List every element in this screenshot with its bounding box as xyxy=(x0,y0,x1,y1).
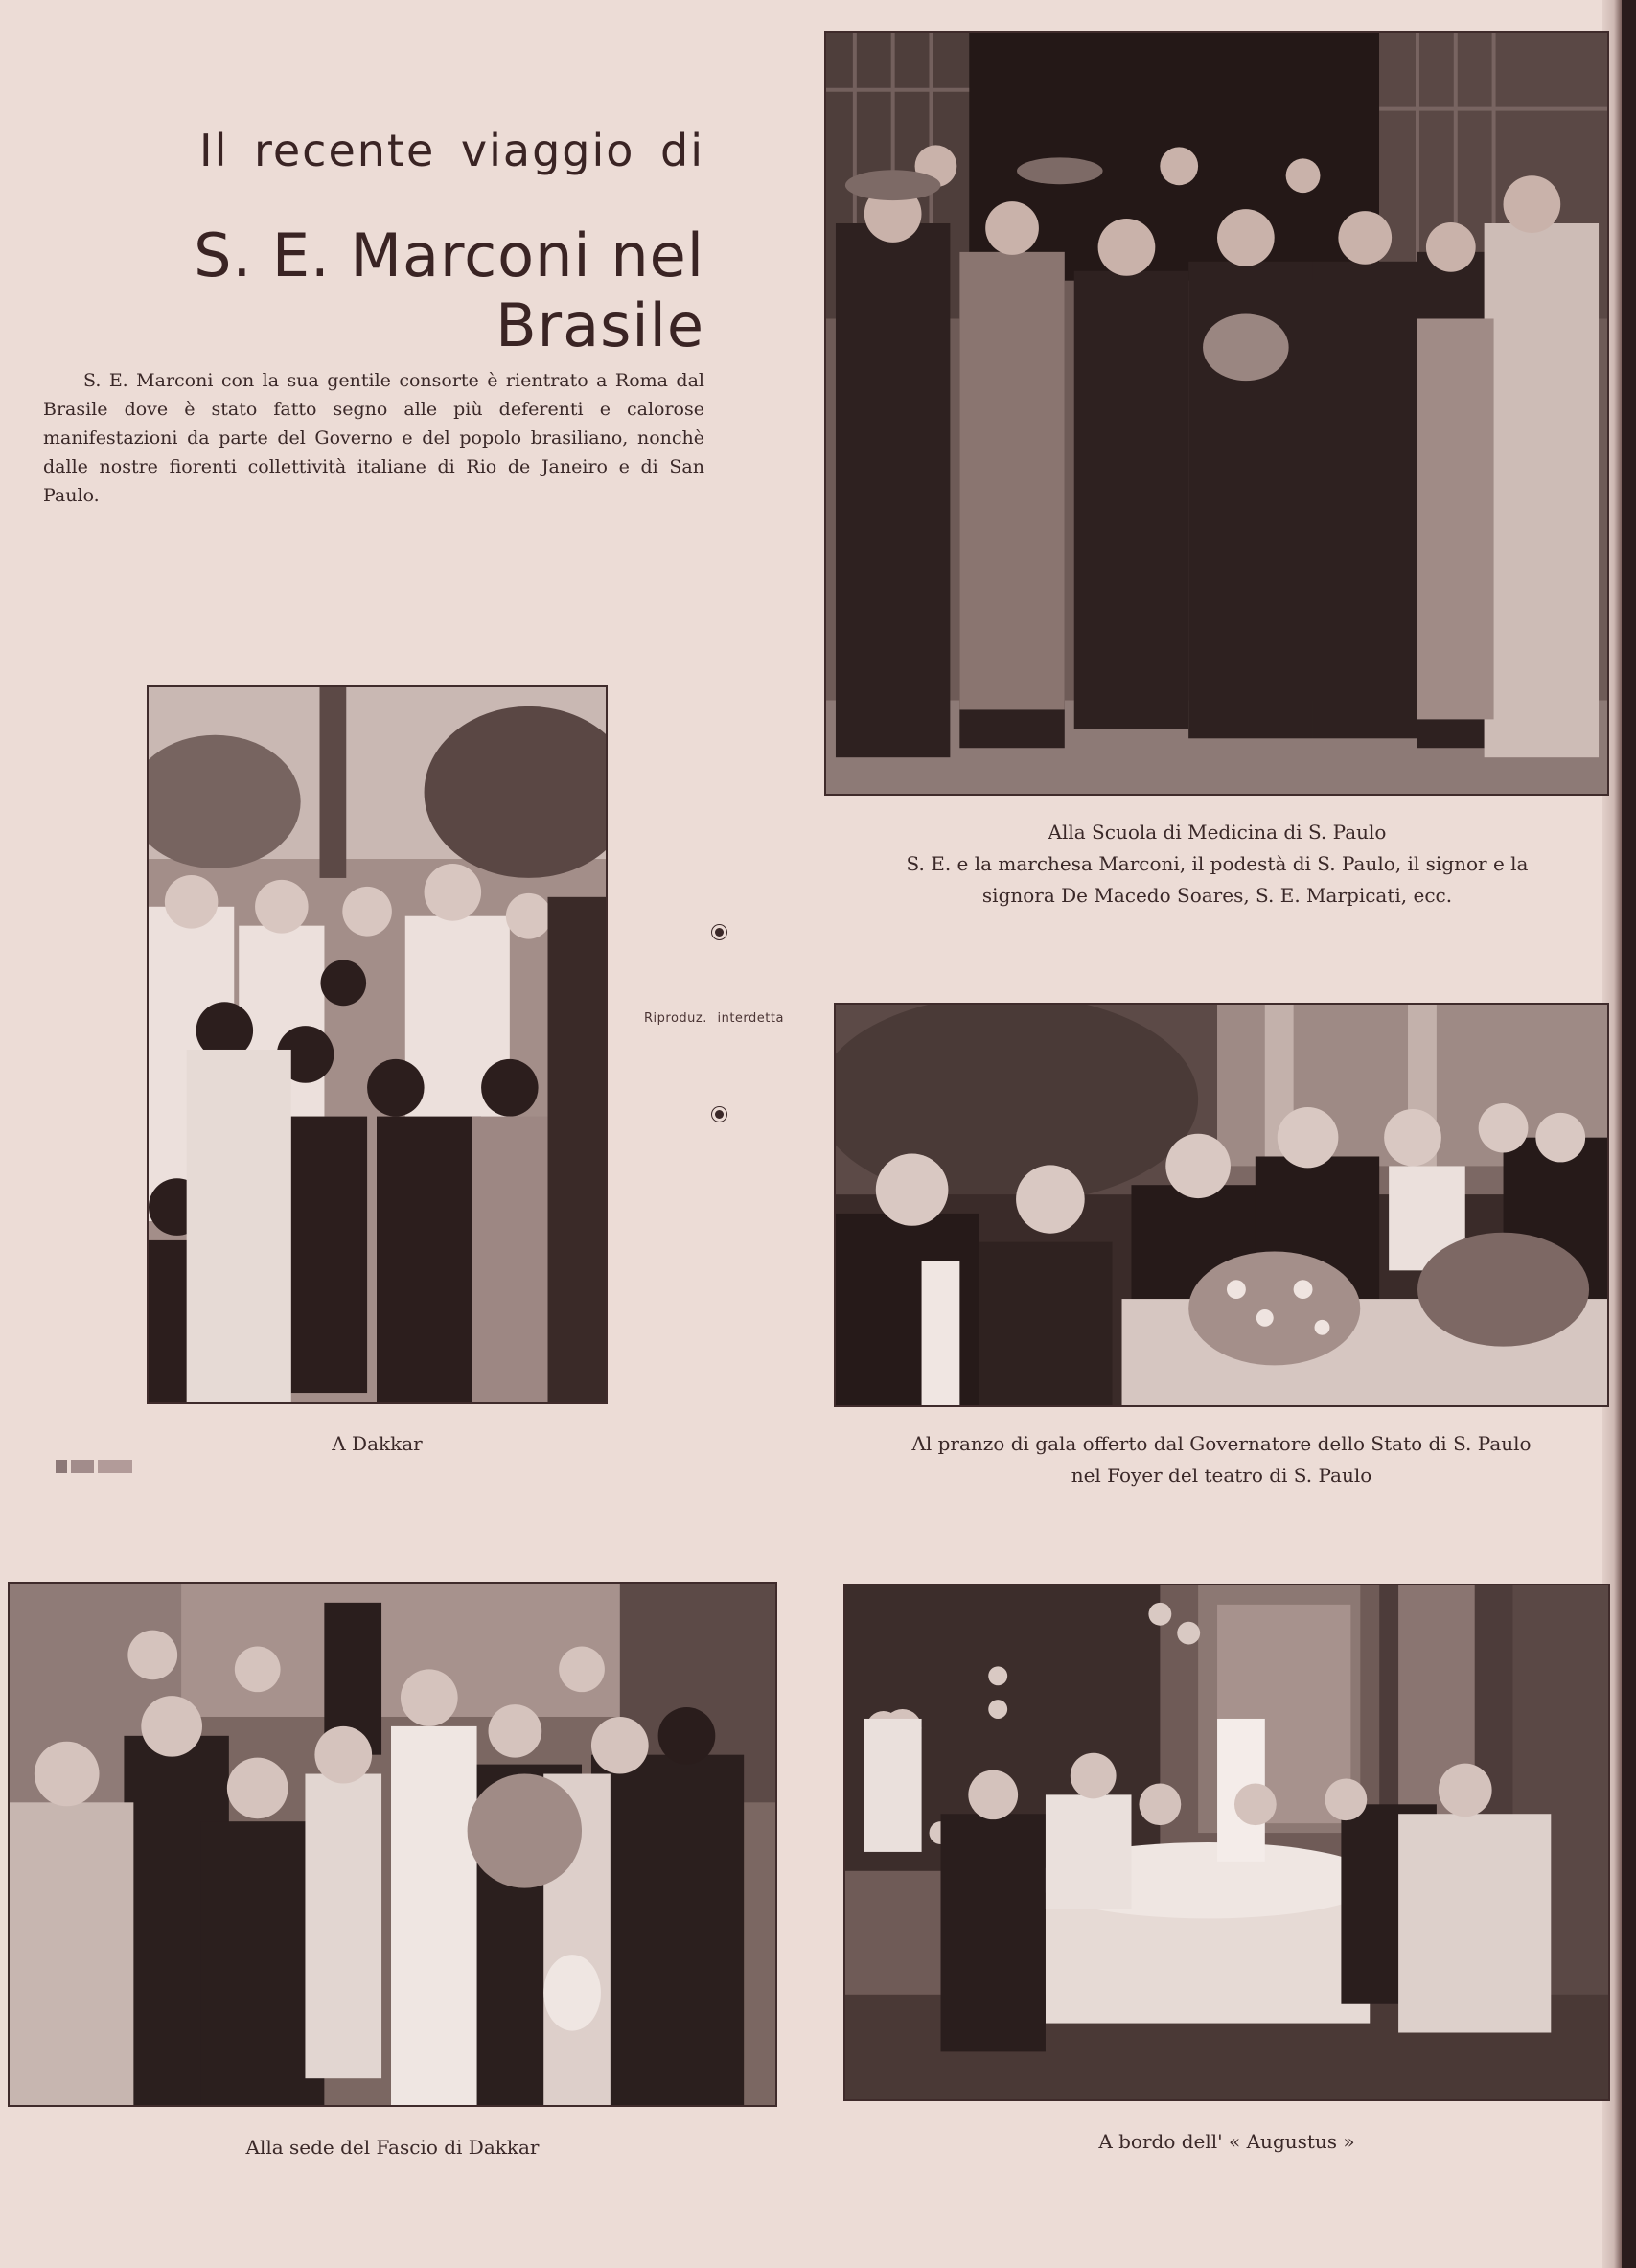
decorative-dot xyxy=(715,1110,724,1119)
page-title: S. E. Marconi nel Brasile xyxy=(194,220,704,360)
reproduction-notice: Riproduz. interdetta xyxy=(644,1011,784,1026)
photo-dakkar xyxy=(147,685,608,1404)
caption-scuola xyxy=(853,817,1581,912)
intro-paragraph: S. E. Marconi con la sua gentile consorte è rientrato a Roma dal Brasile dove è stato fatto segno alle più deferenti e calorose manifestazioni da parte del Governo e del popolo brasiliano, nonchè dalle nostre fiorenti collettività italiane di Rio de Janeiro e di San Paulo. xyxy=(43,370,704,506)
decorative-dot xyxy=(715,928,724,937)
caption-pranzo-line-1: Al pranzo di gala offerto dal Governatore dello Stato di S. Paulo xyxy=(911,1432,1532,1455)
photo-fascio-dakkar xyxy=(8,1582,777,2107)
photo-pranzo-gala xyxy=(834,1003,1609,1407)
caption-pranzo xyxy=(834,1428,1609,1492)
photo-augustus xyxy=(843,1584,1610,2101)
title-line-1: Il recente viaggio di xyxy=(199,125,704,176)
caption-pranzo-line-2: nel Foyer del teatro di S. Paulo xyxy=(1071,1464,1372,1487)
caption-scuola-line-3: signora De Macedo Soares, S. E. Marpicati, ecc. xyxy=(981,884,1453,907)
caption-augustus: A bordo dell' « Augustus » xyxy=(1098,2130,1355,2153)
caption-dakkar: A Dakkar xyxy=(332,1432,423,1455)
ink-mark xyxy=(56,1460,132,1473)
caption-fascio: Alla sede del Fascio di Dakkar xyxy=(245,2136,540,2159)
caption-scuola-line-1: Alla Scuola di Medicina di S. Paulo xyxy=(1048,821,1387,844)
caption-scuola-line-2: S. E. e la marchesa Marconi, il podestà di S. Paulo, il signor e la xyxy=(906,852,1529,875)
photo-scuola-medicina xyxy=(824,31,1609,796)
